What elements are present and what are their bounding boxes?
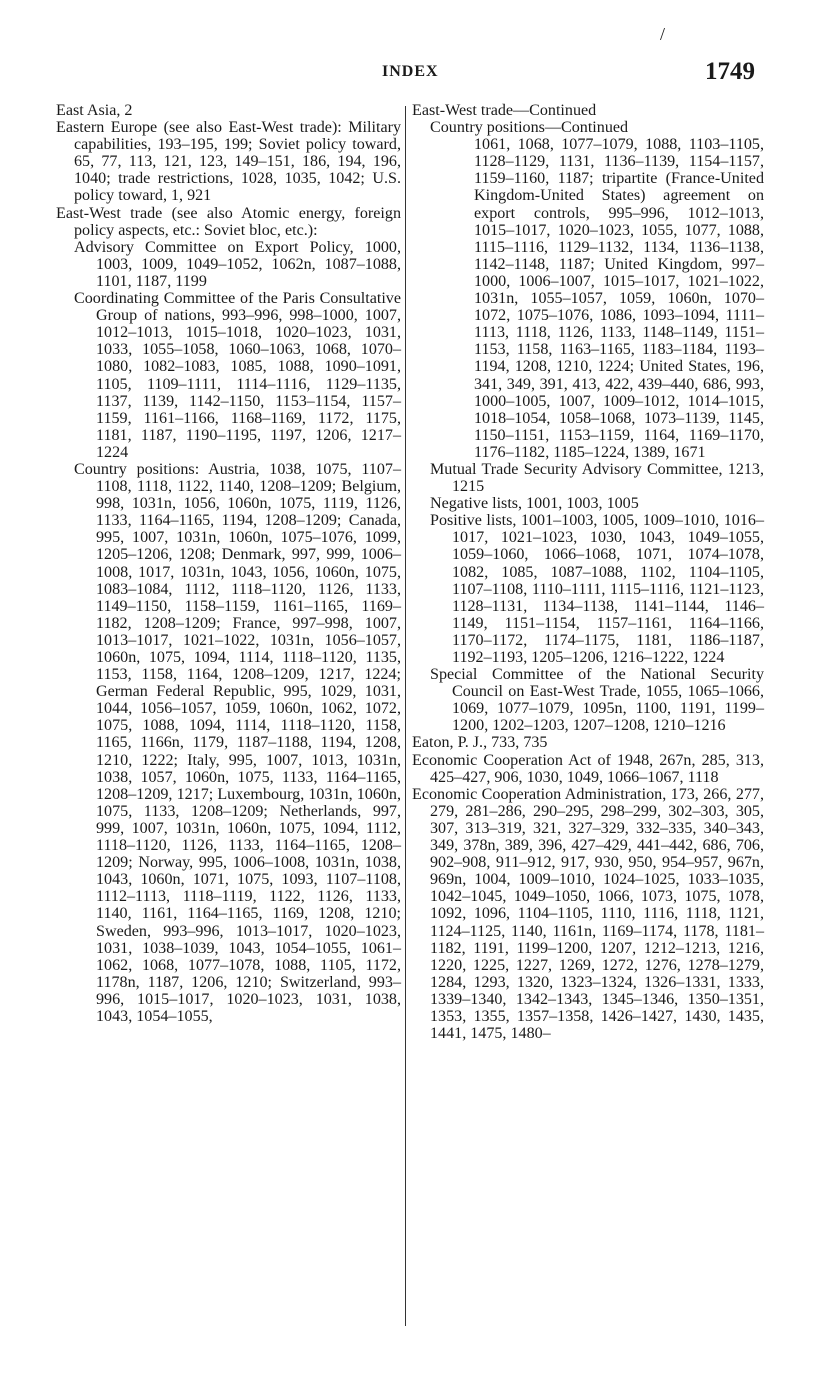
page-header-title: INDEX <box>382 63 439 80</box>
index-entry: East-West trade—Continued <box>412 102 597 119</box>
index-column-right <box>412 102 764 1042</box>
index-entry: Eastern Europe (see also East-West trade): Military capabilities, 193–195, 199; Soviet policy toward, 65, 77, 113, 121, 123, 149–151, 186, 194, 196, 1040; trade restrictions, 1028, 1035, 1042; U.S. policy toward, 1, 921 <box>56 119 401 205</box>
index-entry: East-West trade (see also Atomic energy, foreign policy aspects, etc.: Soviet bloc, etc.): <box>56 204 401 239</box>
index-entry: Economic Cooperation Administration, 173, 266, 277, 279, 281–286, 290–295, 298–299, 302–303, 305, 307, 313–319, 321, 327–329, 332–335, 340–343, 349, 378n, 389, 396, 427–429, 441–442, 686, 706, 902–908, 911–912, 917, 930, 950, 954–957, 967n, 969n, 1004, 1009–1010, 1024–1025, 1033–1035, 1042–1045, 1049–1050, 1066, 1073, 1075, 1078, 1092, 1096, 1104–1105, 1110, 1116, 1118, 1121, 1124–1125, 1140, 1161n, 1169–1174, 1178, 1181–1182, 1191, 1199–1200, 1207, 1212–1213, 1216, 1220, 1225, 1227, 1269, 1272, 1276, 1278–1279, 1284, 1293, 1320, 1323–1324, 1326–1331, 1333, 1339–1340, 1342–1343, 1345–1346, 1350–1351, 1353, 1355, 1357–1358, 1426–1427, 1430, 1435, 1441, 1475, 1480– <box>412 785 764 1043</box>
index-subentry: Negative lists, 1001, 1003, 1005 <box>430 495 639 513</box>
index-subentry: Country positions—Continued <box>430 119 629 137</box>
index-subentry-continuation: 1061, 1068, 1077–1079, 1088, 1103–1105, 1128–1129, 1131, 1136–1139, 1154–1157, 1159–1160, 1187; tripartite (France-United Kingdom-United States) agreement on export controls, 995–996, 1012–1013, 1015–1017, 1020–1023, 1055, 1077, 1088, 1115–1116, 1129–1132, 1134, 1136–1138, 1142–1148, 1187; United Kingdom, 997–1000, 1006–1007, 1015–1017, 1021–1022, 1031n, 1055–1057, 1059, 1060n, 1070–1072, 1075–1076, 1086, 1093–1094, 1111–1113, 1118, 1126, 1133, 1148–1149, 1151–1153, 1158, 1163–1165, 1183–1184, 1193–1194, 1208, 1210, 1224; United States, 196, 341, 349, 391, 413, 422, 439–440, 686, 993, 1000–1005, 1007, 1009–1012, 1014–1015, 1018–1054, 1058–1068, 1073–1139, 1145, 1150–1151, 1153–1159, 1164, 1169–1170, 1176–1182, 1185–1224, 1389, 1671 <box>474 136 764 461</box>
index-entry: Eaton, P. J., 733, 735 <box>412 734 548 752</box>
index-subentry: Coordinating Committee of the Paris Consultative Group of nations, 993–996, 998–1000, 1007, 1012–1013, 1015–1018, 1020–1023, 1031, 1033, 1055–1058, 1060–1063, 1068, 1070–1080, 1082–1083, 1085, 1088, 1090–1091, 1105, 1109–1111, 1114–1116, 1129–1135, 1137, 1139, 1142–1150, 1153–1154, 1157–1159, 1161–1166, 1168–1169, 1172, 1175, 1181, 1187, 1190–1195, 1197, 1206, 1217–1224 <box>74 290 401 461</box>
index-subentry: Country positions: Austria, 1038, 1075, 1107–1108, 1118, 1122, 1140, 1208–1209; Belgium, 998, 1031n, 1056, 1060n, 1075, 1119, 1126, 1133, 1164–1165, 1194, 1208–1209; Canada, 995, 1007, 1031n, 1060n, 1075–1076, 1099, 1205–1206, 1208; Denmark, 997, 999, 1006–1008, 1017, 1031n, 1043, 1056, 1060n, 1075, 1083–1084, 1112, 1118–1120, 1126, 1133, 1149–1150, 1158–1159, 1161–1165, 1169–1182, 1208–1209; France, 997–998, 1007, 1013–1017, 1021–1022, 1031n, 1056–1057, 1060n, 1075, 1094, 1114, 1118–1120, 1135, 1153, 1158, 1164, 1208–1209, 1217, 1224; German Federal Republic, 995, 1029, 1031, 1044, 1056–1057, 1059, 1060n, 1062, 1072, 1075, 1088, 1094, 1114, 1118–1120, 1158, 1165, 1166n, 1179, 1187–1188, 1194, 1208, 1210, 1222; Italy, 995, 1007, 1013, 1031n, 1038, 1057, 1060n, 1075, 1133, 1164–1165, 1208–1209, 1217; Luxembourg, 1031n, 1060n, 1075, 1133, 1208–1209; Netherlands, 997, 999, 1007, 1031n, 1060n, 1075, 1094, 1112, 1118–1120, 1126, 1133, 1164–1165, 1208–1209; Norway, 995, 1006–1008, 1031n, 1038, 1043, 1060n, 1071, 1075, 1093, 1107–1108, 1112–1113, 1118–1119, 1122, 1126, 1133, 1140, 1161, 1164–1165, 1169, 1208, 1210; Sweden, 993–996, 1013–1017, 1020–1023, 1031, 1038–1039, 1043, 1054–1055, 1061–1062, 1068, 1077–1078, 1088, 1105, 1172, 1178n, 1187, 1206, 1210; Switzerland, 993–996, 1015–1017, 1020–1023, 1031, 1038, 1043, 1054–1055, <box>74 460 401 1025</box>
index-subentry: Special Committee of the National Security Council on East-West Trade, 1055, 1065–1066, 1069, 1077–1079, 1095n, 1100, 1191, 1199–1200, 1202–1203, 1207–1208, 1210–1216 <box>430 666 764 735</box>
column-divider <box>405 106 406 1326</box>
index-subentry: Mutual Trade Security Advisory Committee, 1213, 1215 <box>430 460 764 496</box>
index-column-left <box>56 102 401 1025</box>
index-entry: Economic Cooperation Act of 1948, 267n, 285, 313, 425–427, 906, 1030, 1049, 1066–1067, 1118 <box>412 751 764 786</box>
index-subentry: Advisory Committee on Export Policy, 1000, 1003, 1009, 1049–1052, 1062n, 1087–1088, 1101, 1187, 1199 <box>74 238 401 290</box>
index-entry: East Asia, 2 <box>56 102 133 119</box>
index-subentry: Positive lists, 1001–1003, 1005, 1009–1010, 1016–1017, 1021–1023, 1030, 1043, 1049–1055, 1059–1060, 1066–1068, 1071, 1074–1078, 1082, 1085, 1087–1088, 1102, 1104–1105, 1107–1108, 1110–1111, 1115–1116, 1121–1123, 1128–1131, 1134–1138, 1141–1144, 1146–1149, 1151–1154, 1157–1161, 1164–1166, 1170–1172, 1174–1175, 1181, 1186–1187, 1192–1193, 1205–1206, 1216–1222, 1224 <box>430 512 764 666</box>
page-number: 1749 <box>705 58 755 85</box>
margin-mark: / <box>660 24 666 44</box>
